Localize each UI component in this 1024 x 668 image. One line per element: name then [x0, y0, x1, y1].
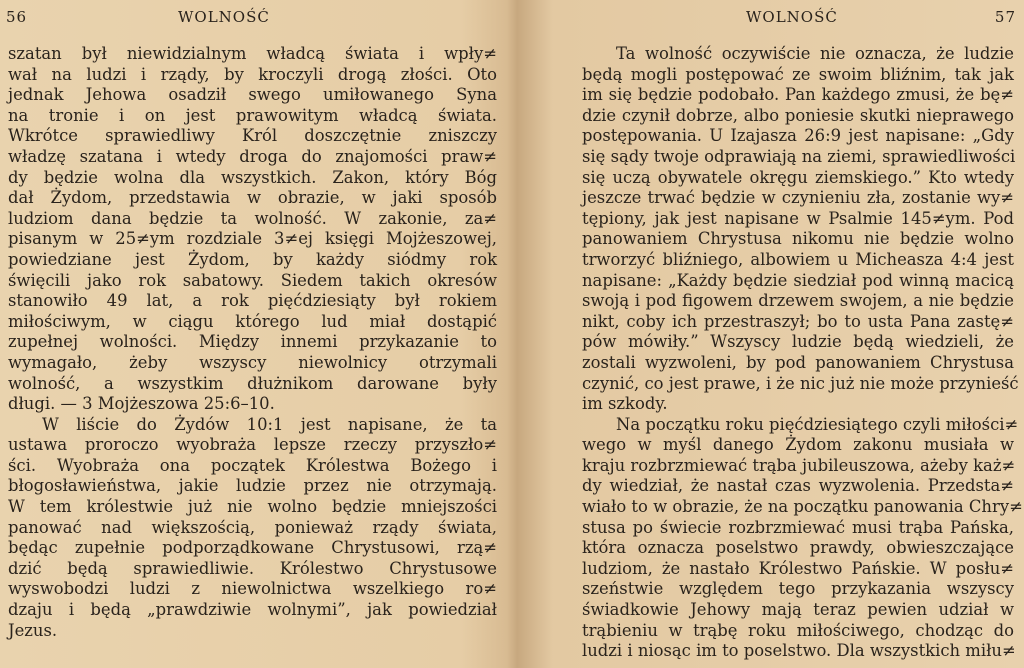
text-line: tępiony, jak jest napisane w Psalmie 145≠ym. Pod — [582, 208, 1014, 228]
text-line: wymagało, żeby wszyscy niewolnicy otrzymali — [8, 352, 497, 372]
text-line: miłościwym, w ciągu którego lud miał dostąpić — [8, 311, 497, 331]
text-line: wiało to w obrazie, że na początku panowania Chry≠ — [582, 497, 1023, 517]
text-line: dy będzie wolna dla wszystkich. Zakon, który Bóg — [8, 167, 497, 187]
text-line: ludziom dana będzie ta wolność. W zakonie, za≠ — [8, 208, 497, 228]
text-line: wolność, a wszystkim dłużnikom darowane były — [8, 373, 497, 393]
left-page-header — [0, 8, 505, 30]
text-line: dał Żydom, przedstawia w obrazie, w jaki sposób — [8, 188, 497, 208]
right-running-title: WOLNOŚĆ — [746, 8, 838, 26]
text-line: napisane: „Każdy będzie siedział pod winną macicą — [582, 270, 1014, 290]
text-line: szeństwie względem tego przykazania wszyscy — [582, 579, 1014, 599]
text-line: trąbieniu w trąbę roku miłościwego, chodząc do — [582, 620, 1014, 640]
right-page — [526, 0, 1024, 668]
text-line: która oznacza poselstwo prawdy, obwieszczające — [582, 538, 1014, 558]
text-line: kraju rozbrzmiewać trąba jubileuszowa, ażeby każ≠ — [582, 455, 1016, 475]
text-line: im się będzie podobało. Pan każdego zmusi, że bę≠ — [582, 85, 1014, 105]
text-line: ustawa proroczo wyobraża lepsze rzeczy przyszło≠ — [8, 435, 497, 455]
text-line: Na początku roku pięćdziesiątego czyli miłości≠ — [616, 414, 1019, 434]
text-line: Ta wolność oczywiście nie oznacza, że ludzie — [616, 44, 1014, 63]
text-line: świadkowie Jehowy mają teraz pewien udział w — [582, 600, 1014, 620]
right-page-number: 57 — [994, 8, 1016, 26]
text-line: będąc zupełnie podporządkowane Chrystusowi, rzą≠ — [8, 538, 497, 558]
text-line: swoją i pod figowem drzewem swojem, a nie będzie — [582, 291, 1014, 311]
text-line: stusa po świecie rozbrzmiewać musi trąba Pańska, — [582, 517, 1014, 537]
text-line: Wkrótce sprawiedliwy Król doszczętnie zniszczy — [8, 126, 497, 146]
text-line: szatan był niewidzialnym władcą świata i wpły≠ — [8, 44, 497, 63]
text-line: pów mówiły.” Wszyscy ludzie będą wiedzieli, że — [582, 332, 1014, 352]
text-line: dzić będą sprawiedliwie. Królestwo Chrystusowe — [8, 558, 497, 578]
text-line: zostali wyzwoleni, by pod panowaniem Chrystusa — [582, 352, 1014, 372]
left-page-text — [8, 44, 497, 641]
text-line: na tronie i on jest prawowitym władcą świata. — [8, 105, 497, 125]
text-line: W tem królestwie już nie wolno będzie mniejszości — [8, 497, 497, 517]
text-line: panować nad większością, ponieważ rządy świata, — [8, 517, 497, 537]
text-line: nikt, coby ich przestraszył; bo to usta Pana zastę≠ — [582, 311, 1014, 331]
text-line: panowaniem Chrystusa nikomu nie będzie wolno — [582, 229, 1014, 249]
text-line: się sądy twoje odprawiają na ziemi, sprawiedliwości — [582, 146, 1016, 166]
text-line: postępowania. U Izajasza 26:9 jest napisane: „Gdy — [582, 126, 1014, 146]
text-line: powiedziane jest Żydom, by każdy siódmy rok — [8, 249, 497, 269]
left-running-title: WOLNOŚĆ — [178, 8, 270, 26]
text-line: wego w myśl danego Żydom zakonu musiała w — [582, 435, 1014, 455]
text-line: im szkody. — [582, 394, 668, 414]
text-line: pisanym w 25≠ym rozdziale 3≠ej księgi Mojżeszowej, — [8, 229, 497, 249]
text-line: zupełnej wolności. Między innemi przykazanie to — [8, 332, 497, 352]
text-line: błogosławieństwa, jakie ludzie przez nie otrzymają. — [8, 476, 497, 496]
text-line: czynić, co jest prawe, i że nic już nie może przynieść — [582, 373, 1019, 393]
text-line: wał na ludzi i rządy, by kroczyli drogą złości. Oto — [8, 64, 497, 84]
text-line: jednak Jehowa osadził swego umiłowanego Syna — [8, 85, 497, 105]
text-line: trworzyć bliźniego, albowiem u Micheasza 4:4 jest — [582, 249, 1014, 269]
text-line: dy wiedział, że nastał czas wyzwolenia. Przedsta≠ — [582, 476, 1014, 496]
text-line: się uczą obywatele okręgu ziemskiego.” Kto wtedy — [582, 167, 1014, 187]
right-page-text — [582, 44, 1023, 662]
text-line: długi. — 3 Mojżeszowa 25:6–10. — [8, 394, 275, 414]
text-line: wyswobodzi ludzi z niewolnictwa wszelkiego ro≠ — [8, 579, 497, 599]
text-line: święcili jako rok sabatowy. Siedem takich okresów — [8, 270, 497, 290]
right-page-header — [526, 8, 1024, 30]
text-line: dzie czynił dobrze, albo poniesie skutki nieprawego — [582, 105, 1014, 125]
text-line: dzaju i będą „prawdziwie wolnymi”, jak powiedział — [8, 600, 497, 620]
text-line: ludzi i niosąc im to poselstwo. Dla wszystkich miłu≠ — [582, 641, 1016, 661]
left-page-number: 56 — [6, 8, 28, 26]
text-line: ści. Wyobraża ona początek Królestwa Bożego i — [8, 455, 497, 475]
text-line: będą mogli postępować ze swoim bliźnim, tak jak — [582, 64, 1014, 84]
text-line: W liście do Żydów 10:1 jest napisane, że ta — [42, 414, 497, 434]
text-line: jeszcze trwać będzie w czynieniu zła, zostanie wy≠ — [582, 188, 1014, 208]
text-line: Jezus. — [8, 620, 58, 640]
text-line: władzę szatana i wtedy droga do znajomości praw≠ — [8, 146, 497, 166]
left-page — [0, 0, 505, 668]
text-line: stanowiło 49 lat, a rok pięćdziesiąty był rokiem — [8, 291, 497, 311]
text-line: ludziom, że nastało Królestwo Pańskie. W posłu≠ — [582, 558, 1014, 578]
